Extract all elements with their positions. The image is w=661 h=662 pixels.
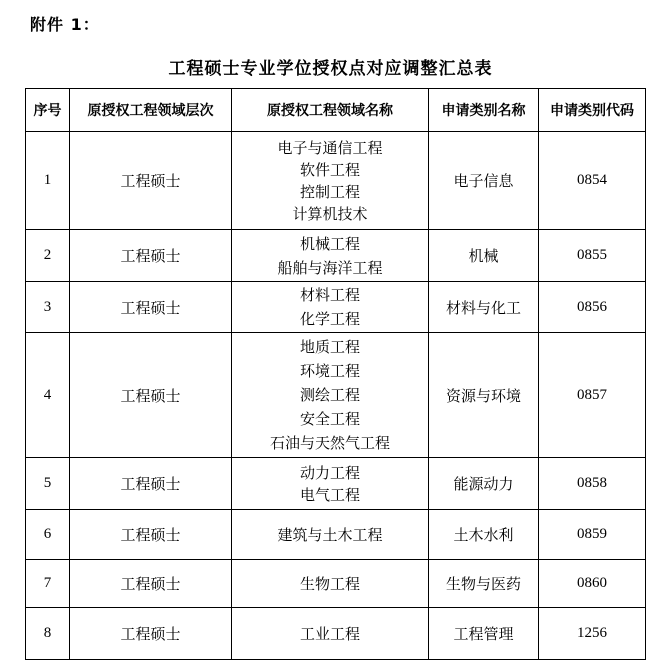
table-row <box>26 282 646 333</box>
header-original-field-name: 原授权工程领域名称 <box>232 89 429 132</box>
category-cell: 资源与环境 <box>429 333 539 458</box>
code-cell: 1256 <box>539 608 646 660</box>
level-cell: 工程硕士 <box>70 510 232 560</box>
seq-cell: 1 <box>26 132 70 230</box>
field-name: 动力工程 <box>299 463 360 482</box>
category-cell: 机械 <box>429 230 539 282</box>
field-name: 电子与通信工程 <box>277 138 383 157</box>
table-row <box>26 608 646 660</box>
fields-cell <box>232 333 429 458</box>
fields-cell <box>232 510 429 560</box>
attachment-label: 附件 1： <box>30 15 100 34</box>
field-name: 安全工程 <box>299 410 360 428</box>
header-category-code: 申请类别代码 <box>539 89 646 132</box>
level-cell: 工程硕士 <box>70 230 232 282</box>
fields-cell <box>232 132 429 230</box>
seq-cell: 8 <box>26 608 70 660</box>
level-cell: 工程硕士 <box>70 333 232 458</box>
table-row <box>26 560 646 608</box>
level-cell: 工程硕士 <box>70 282 232 333</box>
field-name: 建筑与土木工程 <box>277 525 383 544</box>
field-name: 机械工程 <box>299 234 360 253</box>
code-cell: 0854 <box>539 132 646 230</box>
category-cell: 能源动力 <box>429 458 539 510</box>
level-cell: 工程硕士 <box>70 608 232 660</box>
fields-cell <box>232 458 429 510</box>
field-name: 电气工程 <box>299 485 360 504</box>
code-cell: 0859 <box>539 510 646 560</box>
table-row <box>26 458 646 510</box>
table-row <box>26 230 646 282</box>
field-name: 生物工程 <box>299 574 360 593</box>
field-name: 测绘工程 <box>299 386 360 404</box>
category-cell: 土木水利 <box>429 510 539 560</box>
level-cell: 工程硕士 <box>70 132 232 230</box>
field-name: 软件工程 <box>299 160 360 179</box>
table-row <box>26 333 646 458</box>
field-name: 控制工程 <box>299 182 360 201</box>
document-title: 工程硕士专业学位授权点对应调整汇总表 <box>168 59 493 79</box>
seq-cell: 3 <box>26 282 70 333</box>
field-name: 船舶与海洋工程 <box>277 258 383 277</box>
code-cell: 0856 <box>539 282 646 333</box>
code-cell: 0857 <box>539 333 646 458</box>
seq-cell: 5 <box>26 458 70 510</box>
code-cell: 0855 <box>539 230 646 282</box>
fields-cell <box>232 560 429 608</box>
seq-cell: 2 <box>26 230 70 282</box>
table-row <box>26 510 646 560</box>
field-name: 地质工程 <box>299 338 360 356</box>
field-name: 工业工程 <box>299 624 360 643</box>
fields-cell <box>232 608 429 660</box>
field-name: 环境工程 <box>299 362 360 380</box>
field-name: 化学工程 <box>299 310 360 328</box>
table-header-row <box>26 89 646 132</box>
code-cell: 0858 <box>539 458 646 510</box>
summary-table <box>25 88 646 660</box>
category-cell: 生物与医药 <box>429 560 539 608</box>
level-cell: 工程硕士 <box>70 560 232 608</box>
field-name: 石油与天然气工程 <box>269 434 390 452</box>
code-cell: 0860 <box>539 560 646 608</box>
seq-cell: 7 <box>26 560 70 608</box>
fields-cell <box>232 230 429 282</box>
header-seq: 序号 <box>26 89 70 132</box>
level-cell: 工程硕士 <box>70 458 232 510</box>
field-name: 计算机技术 <box>292 204 368 223</box>
header-category-name: 申请类别名称 <box>429 89 539 132</box>
category-cell: 材料与化工 <box>429 282 539 333</box>
seq-cell: 4 <box>26 333 70 458</box>
category-cell: 电子信息 <box>429 132 539 230</box>
fields-cell <box>232 282 429 333</box>
category-cell: 工程管理 <box>429 608 539 660</box>
seq-cell: 6 <box>26 510 70 560</box>
header-original-level: 原授权工程领域层次 <box>70 89 232 132</box>
table-row <box>26 132 646 230</box>
field-name: 材料工程 <box>299 286 360 304</box>
